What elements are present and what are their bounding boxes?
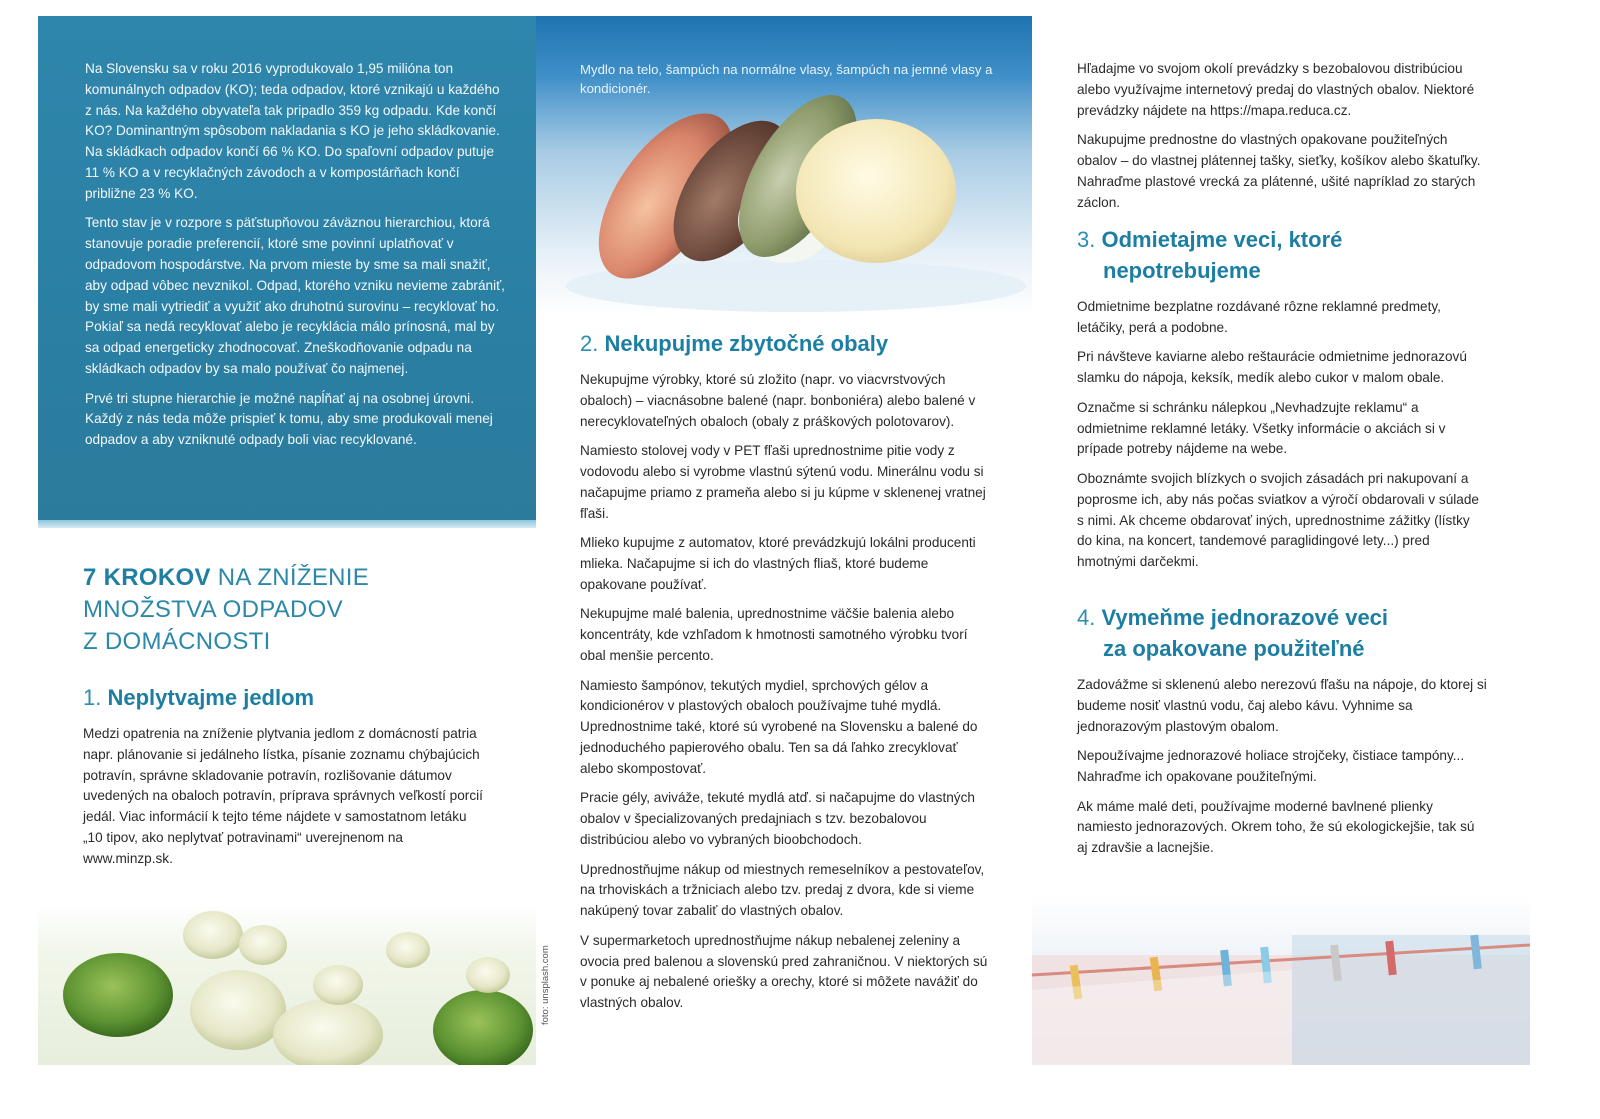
step3-heading: [1077, 224, 1497, 286]
step2-paragraph: V supermarketoch uprednostňujme nákup nebalenej zeleniny a ovocia pred balenou a slovenskú pred zahraničnou. V niektorých sú v ponuke aj nebalené oriešky a orechy, ktoré si môžete navážiť do vlastných obalov.: [580, 932, 988, 1011]
cauliflower-image: [38, 905, 536, 1065]
soap-caption: Mydlo na telo, šampúch na normálne vlasy, šampúch na jemné vlasy a kondicionér.: [580, 62, 993, 96]
main-title-line2: MNOŽSTVA ODPADOV: [83, 596, 343, 623]
step3-body: [1077, 297, 1487, 582]
step4-paragraph: Ak máme malé deti, používajme moderné bavlnené plienky namiesto jednorazových. Okrem toho, že sú ekologickejšie, tak sú aj zdravšie a lacnejšie.: [1077, 798, 1475, 856]
col3-paragraph: Hľadajme vo svojom okolí prevádzky s bezobalovou distribúciou alebo využívajme internetový predaj do vlastných obalov. Niektoré prevádzky nájdete na https://mapa.reduca.cz.: [1077, 61, 1475, 118]
clothesline-image: [1032, 895, 1530, 1065]
step4-heading: [1077, 602, 1497, 664]
step2-heading: [580, 328, 1000, 359]
step3-paragraph: Odmietnime bezplatne rozdávané rôzne reklamné predmety, letáčiky, perá a podobne.: [1077, 299, 1441, 335]
step3-paragraph: Pri návšteve kaviarne alebo reštaurácie odmietnime jednorazovú slamku do nápoja, keksík, medík alebo cukor v malom obale.: [1077, 349, 1467, 386]
photo-credit: [540, 935, 554, 1025]
step4-title-line2: za opakovane použiteľné: [1103, 636, 1365, 661]
step4-body: [1077, 675, 1487, 868]
intro-text: [85, 59, 505, 460]
step2-paragraph: Namiesto stolovej vody v PET fľaši uprednostnime pitie vody z vodovodu alebo si vyrobme vlastnú sýtenú vodu. Minerálnu vodu si načapujme priamo z prameňa alebo si ju kúpme v sklenenej vratnej fľaši.: [580, 443, 986, 521]
step2-paragraph: Nekupujme výrobky, ktoré sú zložito (napr. vo viacvrstvových obaloch) – viacnásobne balené (napr. bonboniéra) alebo balené v nerecyklovateľných obaloch (obaly z práškových polotovarov).: [580, 372, 976, 429]
step1-body: [83, 724, 483, 878]
step3-title-line2: nepotrebujeme: [1103, 258, 1261, 283]
cauliflower-photo: [38, 905, 536, 1065]
step1-title: Neplytvajme jedlom: [107, 685, 315, 710]
step4-title-line1: Vymeňme jednorazové veci: [1101, 605, 1389, 630]
photo-credit-text: foto: unsplash.com: [540, 945, 551, 1025]
step2-paragraph: Namiesto šampónov, tekutých mydiel, sprchových gélov a kondicionérov v plastových obaloch používajme tuhé mydlá. Uprednostnime také, ktoré sú vyrobené na Slovensku a balené do jednoduchého papierového obalu. Ten sa dá ľahko zrecyklovať alebo skompostovať.: [580, 677, 978, 776]
step4-paragraph: Nepoužívajme jednorazové holiace strojčeky, čistiace tampóny... Nahraďme ich opakovane použiteľnými.: [1077, 748, 1465, 784]
step3-number: 3.: [1077, 227, 1096, 252]
col3-intro: [1077, 59, 1487, 222]
step3-paragraph: Oboznámte svojich blízkych o svojich zásadách pri nakupovaní a poprosme ich, aby nás počas sviatkov a výročí obdarovali v súlade s nimi. Ak chceme obdarovať iných, uprednostnime zážitky (lístky do kina, na koncert, tandemové paraglidingové lety...) pred hmotnými darčekmi.: [1077, 470, 1479, 570]
laundry-photo: [1032, 895, 1530, 1065]
intro-paragraph: Tento stav je v rozpore s päťstupňovou záväznou hierarchiou, ktorá stanovuje poradie preferencií, ktoré sme povinní uplatňovať v odpadovom hospodárstve. Na prvom mieste by sme sa mali snažiť, aby odpad vôbec nevznikol. Odpad, ktorého vzniku nevieme zabrániť, by sme mali vytriediť a využiť ako druhotnú surovinu – recyklovať ho. Pokiaľ sa nedá recyklovať alebo je recyklácia málo prínosná, mal by sa odpad energeticky zhodnocovať. Zneškodňovanie odpadu na skládkach odpadov by sa malo používať čo najmenej.: [85, 215, 505, 376]
step1-heading: [83, 682, 523, 713]
step2-paragraph: Uprednostňujme nákup od miestnych remeselníkov a pestovateľov, na trhoviskách a tržniciach alebo tzv. predaj z dvora, kde si vieme nakúpený tovar zabaliť do vlastných obalov.: [580, 861, 985, 919]
step2-body: [580, 370, 990, 1023]
step2-paragraph: Mlieko kupujme z automatov, ktoré prevádzkujú lokálni producenti mlieka. Načapujme si ich do vlastných fliaš, ktoré budeme opakovane používať.: [580, 535, 976, 592]
step2-paragraph: Nekupujme malé balenia, uprednostnime väčšie balenia alebo koncentráty, kde vzhľadom k hmotnosti samotného výrobku tvorí obal menšie percento.: [580, 606, 968, 663]
step3-paragraph: Označme si schránku nálepkou „Nevhadzujte reklamu“ a odmietnime reklamné letáky. Všetky informácie o akciách si v prípade potreby nájdeme na webe.: [1077, 399, 1446, 457]
step4-paragraph: Zadovážme si sklenenú alebo nerezovú fľašu na nápoje, do ktorej si budeme nosiť vlastnú vodu, čaj alebo kávu. Vyhnime sa jednorazovým plastovým obalom.: [1077, 677, 1487, 734]
main-title: [83, 562, 523, 658]
step1-number: 1.: [83, 685, 102, 710]
col3-paragraph: Nakupujme prednostne do vlastných opakovane použiteľných obalov – do vlastnej plátennej tašky, sieťky, košíkov alebo škatuľky. Nahraďme plastové vrecká za plátenné, ušité napríklad zo starých záclon.: [1077, 132, 1481, 210]
intro-paragraph: Na Slovensku sa v roku 2016 vyprodukovalo 1,95 milióna ton komunálnych odpadov (KO); teda odpadov, ktoré vznikajú u každého z nás. Na každého obyvateľa tak pripadlo 359 kg odpadu. Kde končí KO? Dominantným spôsobom nakladania s KO je jeho skládkovanie. Na skládkach odpadov končí 66 % KO. Do spaľovní odpadov putuje 11 % KO a v recyklačných závodoch a v kompostárňach končí približne 23 % KO.: [85, 61, 500, 201]
step2-number: 2.: [580, 331, 599, 356]
step1-paragraph: Medzi opatrenia na zníženie plytvania jedlom z domácností patria napr. plánovanie si jedálneho lístka, písanie zoznamu chýbajúcich potravín, správne skladovanie potravín, rozlišovanie dátumov uvedených na obaloch potravín, príprava správnych veľkostí porcií jedál. Viac informácií k tejto téme nájdete v samostatnom letáku „10 tipov, ako neplytvať potravinami“ uverejnenom na www.minzp.sk.: [83, 726, 483, 866]
step2-title: Nekupujme zbytočné obaly: [604, 331, 889, 356]
main-title-line3: Z DOMÁCNOSTI: [83, 628, 271, 655]
main-title-rest: NA ZNÍŽENIE: [210, 564, 370, 591]
main-title-bold: 7 KROKOV: [83, 564, 211, 591]
step4-number: 4.: [1077, 605, 1096, 630]
step3-title-line1: Odmietajme veci, ktoré: [1101, 227, 1343, 252]
step2-paragraph: Pracie gély, aviváže, tekuté mydlá atď. si načapujme do vlastných obalov v špecializovaných predajniach s tzv. bezobalovou distribúciou alebo vo vybraných bioobchodoch.: [580, 790, 975, 847]
intro-paragraph: Prvé tri stupne hierarchie je možné napĺňať aj na osobnej úrovni. Každý z nás teda môže prispieť k tomu, aby sme produkovali menej odpadov a aby vzniknuté odpady boli viac recyklované.: [85, 390, 493, 448]
